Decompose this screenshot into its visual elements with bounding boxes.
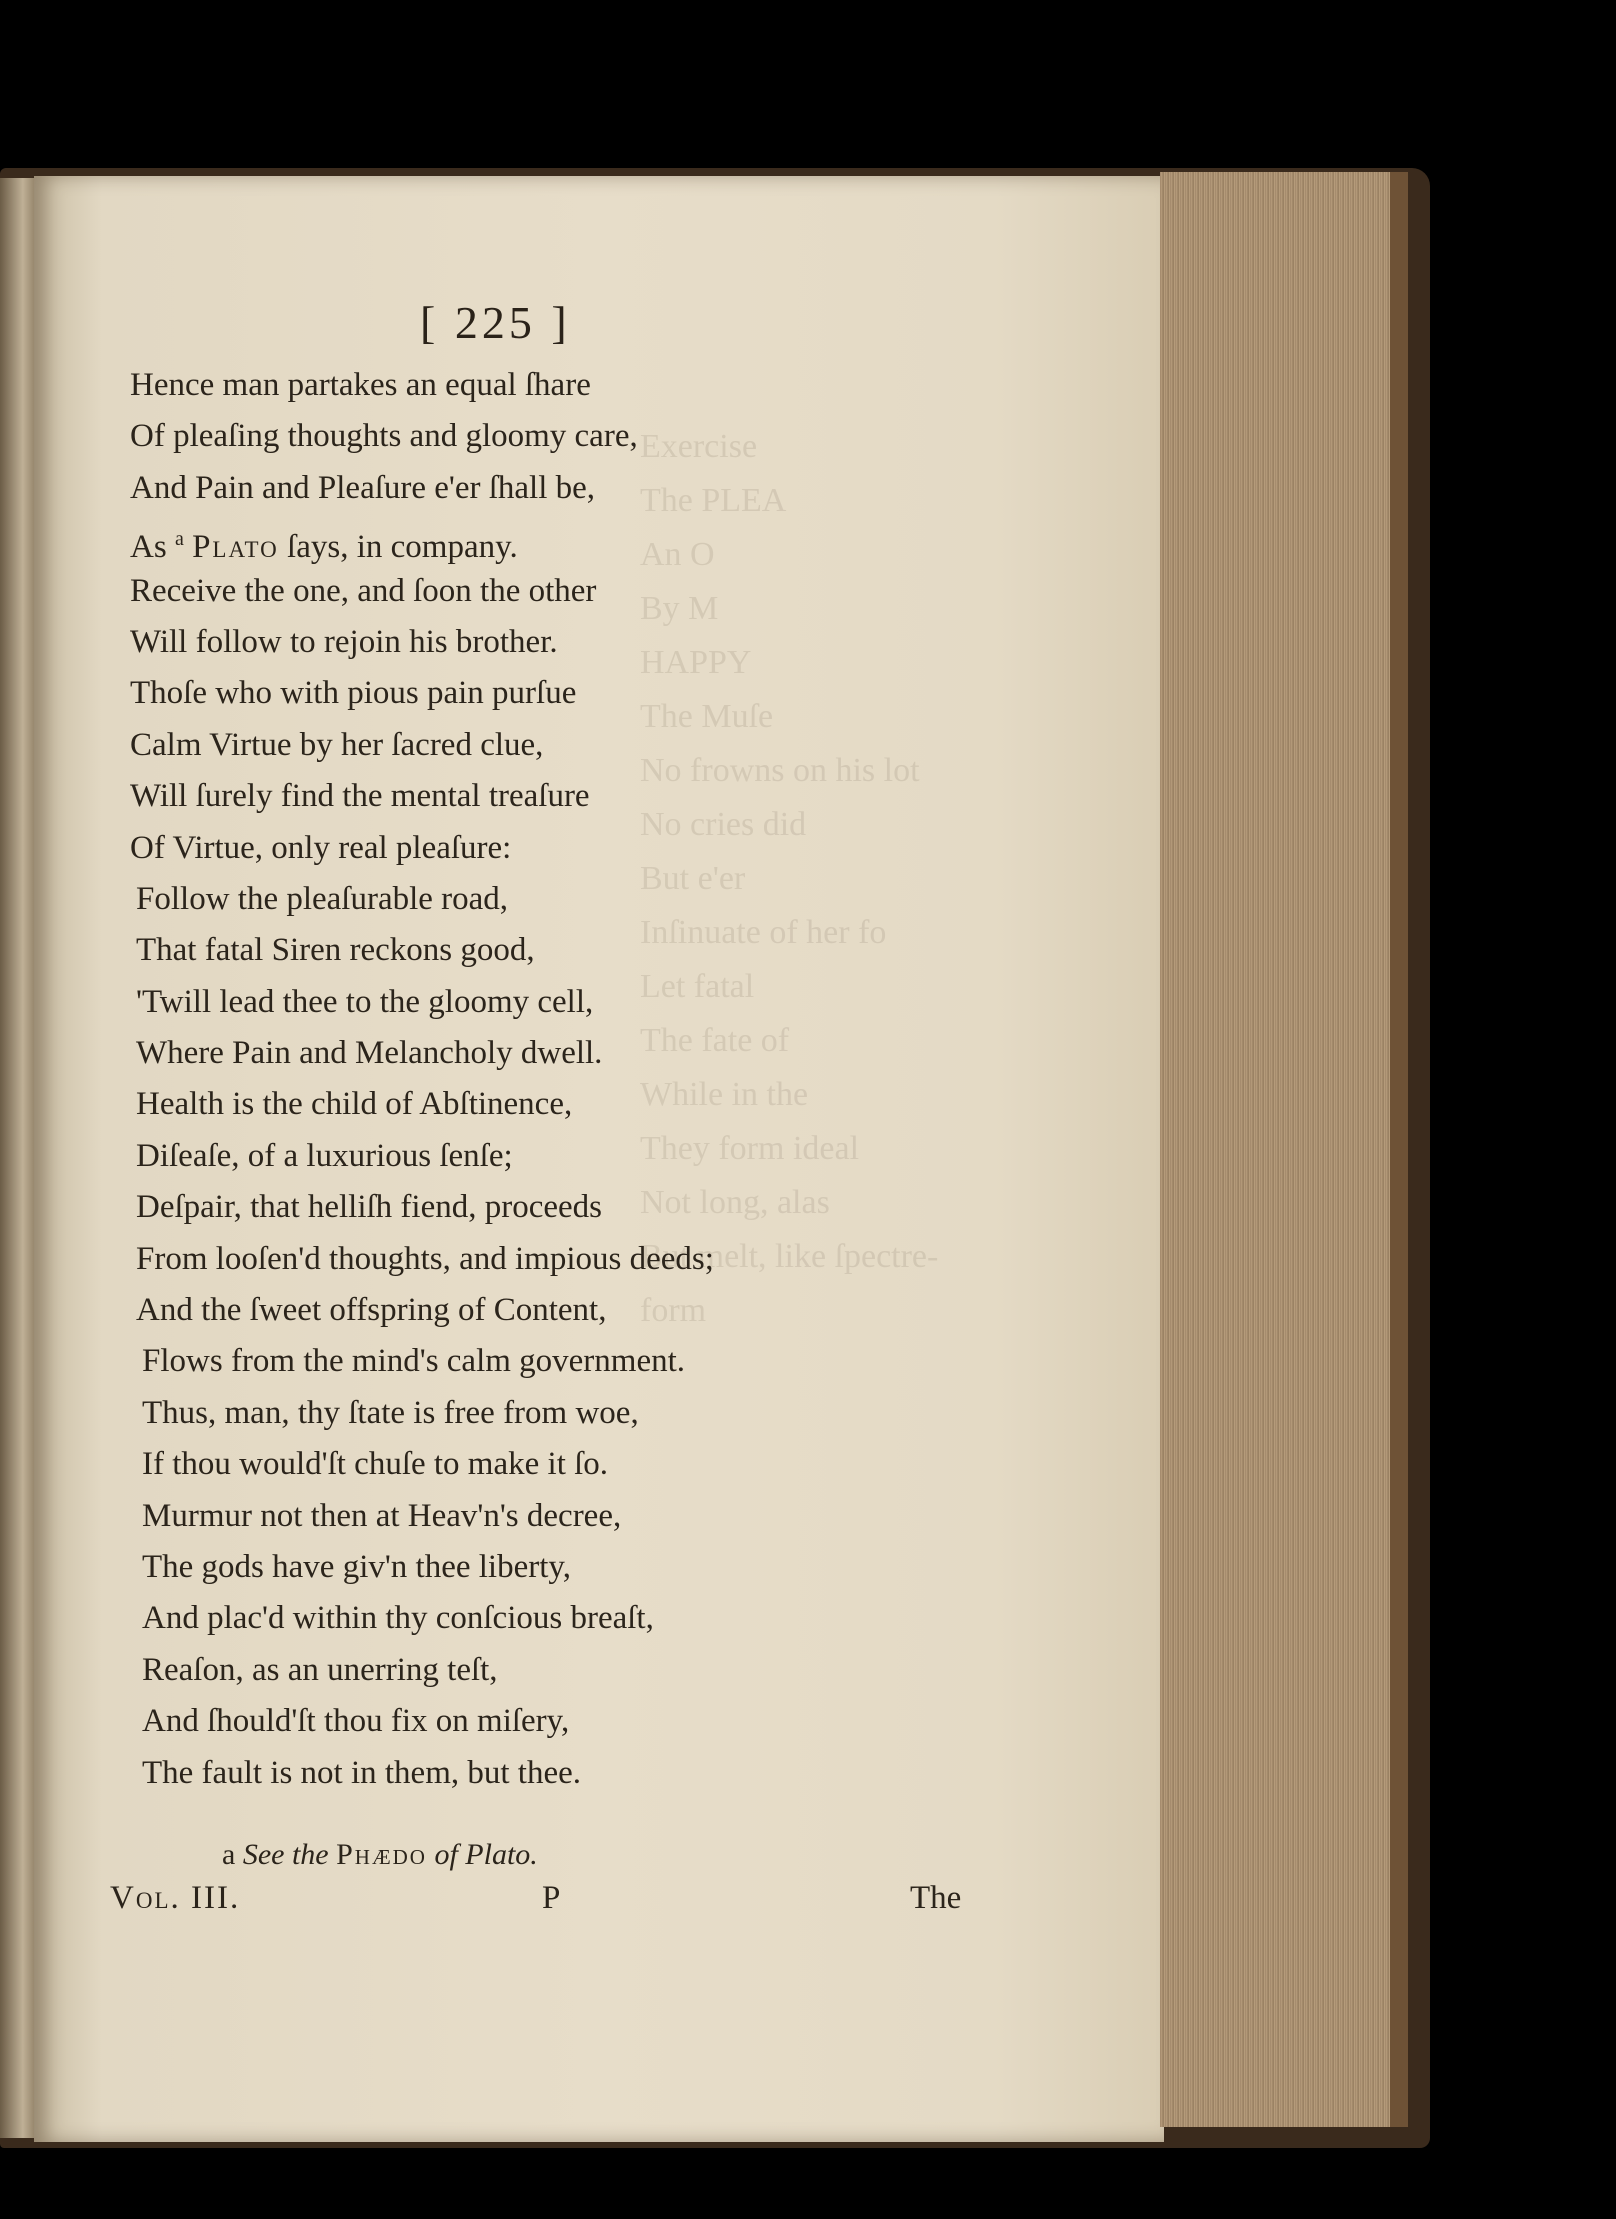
volume-label: Vol. III. <box>110 1880 241 1916</box>
show-through-line: No frowns on his lot <box>640 752 920 789</box>
poem-line: That fatal Siren reckons good, <box>136 932 535 969</box>
poem-line: Thus, man, thy ſtate is free from woe, <box>142 1394 639 1431</box>
poem-line: 'Twill lead thee to the gloomy cell, <box>136 983 594 1020</box>
line-prefix: As <box>130 529 167 566</box>
page-number-header: [ 225 ] <box>420 297 571 348</box>
poem-line: Reaſon, as an unerring teſt, <box>142 1651 498 1688</box>
facing-page-edge <box>0 178 38 2138</box>
poem-line: From looſen'd thoughts, and impious deeds; <box>136 1240 714 1277</box>
page-footer <box>110 1880 980 1930</box>
poem-line: Of pleaſing thoughts and gloomy care, <box>130 418 638 455</box>
show-through-line: The PLEA <box>640 482 787 519</box>
show-through-line: The Muſe <box>640 698 774 735</box>
poem-line: Follow the pleaſurable road, <box>136 880 509 917</box>
poem-line: Diſeaſe, of a luxurious ſenſe; <box>136 1137 513 1174</box>
page-fore-edge <box>1160 172 1408 2127</box>
poem-line: If thou would'ſt chuſe to make it ſo. <box>142 1446 609 1483</box>
show-through-line: They form ideal <box>640 1130 860 1167</box>
footnote-marker: a <box>174 528 184 551</box>
show-through-line: Exercise <box>640 428 758 465</box>
show-through-line: An O <box>640 536 715 573</box>
poem-line: The fault is not in them, but thee. <box>142 1754 581 1791</box>
name-plato: Plato <box>192 529 279 566</box>
line-rest: in company. <box>356 529 518 566</box>
poem-line: Calm Virtue by her ſacred clue, <box>130 726 544 763</box>
poem-line: And plac'd within thy conſcious breaſt, <box>142 1600 654 1637</box>
poem-text <box>130 360 890 1799</box>
show-through-line: The fate of <box>640 1022 790 1059</box>
show-through-line: While in the <box>640 1076 809 1113</box>
poem-line: Receive the one, and ſoon the other <box>130 572 597 609</box>
poem-line: Will follow to rejoin his brother. <box>130 623 558 660</box>
poem-line: And the ſweet offspring of Content, <box>136 1292 607 1329</box>
poem-line: Will ſurely find the mental treaſure <box>130 778 590 815</box>
poem-line-plato <box>130 514 890 565</box>
line-verb: ſays, <box>287 529 349 566</box>
poem-line: Thoſe who with pious pain purſue <box>130 675 577 712</box>
show-through-line: But melt, like ſpectre-form <box>640 1238 939 1329</box>
poem-line: Deſpair, that helliſh fiend, proceeds <box>136 1189 603 1226</box>
footnote-see: See the <box>242 1838 329 1871</box>
poem-line: Hence man partakes an equal ſhare <box>130 367 591 403</box>
show-through-line: By M <box>640 590 719 627</box>
poem-line: The gods have giv'n thee liberty, <box>142 1548 572 1585</box>
poem-line: And ſhould'ſt thou fix on miſery, <box>142 1703 570 1740</box>
poem-line: Health is the child of Abſtinence, <box>136 1086 573 1123</box>
poem-line: Flows from the mind's calm government. <box>142 1343 686 1380</box>
poem-line: Where Pain and Melancholy dwell. <box>136 1035 603 1072</box>
show-through-line: Not long, alas <box>640 1184 830 1221</box>
show-through-line: HAPPY <box>640 644 752 681</box>
footnote-marker: a <box>222 1838 236 1871</box>
poem-line: Murmur not then at Heav'n's decree, <box>142 1497 622 1534</box>
show-through-line: But e'er <box>640 860 746 897</box>
poem-line: Of Virtue, only real pleaſure: <box>130 829 512 866</box>
footnote <box>222 1838 538 1872</box>
signature-mark: P <box>542 1880 561 1916</box>
catchword: The <box>910 1880 962 1916</box>
show-through-line: Inſinuate of her fo <box>640 914 887 951</box>
poem-line: And Pain and Pleaſure e'er ſhall be, <box>130 469 596 506</box>
footnote-work: Phædo <box>336 1838 427 1871</box>
show-through-line: No cries did <box>640 806 807 843</box>
footnote-author: of Plato. <box>434 1838 538 1871</box>
show-through-line: Let fatal <box>640 968 755 1005</box>
